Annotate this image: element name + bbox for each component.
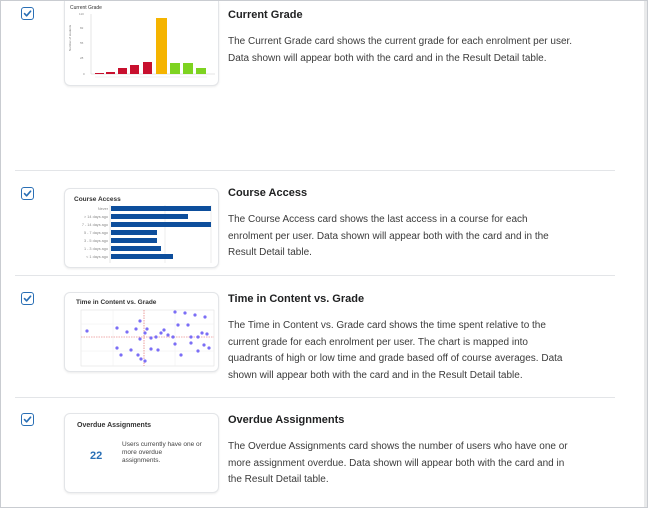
access-label: 3 - 5 days ago xyxy=(83,239,108,243)
grade-bar xyxy=(156,18,167,74)
time-in-content-thumbnail xyxy=(64,292,219,372)
access-bar xyxy=(111,222,211,227)
course-access-checkbox[interactable] xyxy=(21,187,34,200)
overdue-assignments-thumbnail xyxy=(64,413,219,493)
overdue-count: 22 xyxy=(90,450,103,462)
course-access-thumbnail xyxy=(64,188,219,268)
checkmark-icon xyxy=(23,415,32,424)
current-grade-yaxis-label: Number of students xyxy=(68,24,72,51)
grade-bar xyxy=(95,73,104,74)
grade-bar xyxy=(143,62,152,74)
current-grade-checkbox[interactable] xyxy=(21,7,34,20)
section-divider xyxy=(15,275,615,276)
access-label: > 14 days ago xyxy=(84,215,108,219)
current-grade-title: Current Grade xyxy=(228,9,303,21)
checkmark-icon xyxy=(23,294,32,303)
time-in-content-checkbox[interactable] xyxy=(21,292,34,305)
y-tick-label: 55 xyxy=(80,41,84,45)
overdue-assignments-description: The Overdue Assignments card shows the number of users who have one or more assignment overdue. Data shown will appear both with the card and in the Result Detail table. xyxy=(228,441,568,485)
section-divider xyxy=(15,170,615,171)
current-grade-chart xyxy=(65,1,218,85)
access-bar xyxy=(111,246,161,251)
grade-bar xyxy=(118,68,127,74)
access-label: 7 - 14 days ago xyxy=(81,223,108,227)
section-divider xyxy=(15,397,615,398)
grade-bar xyxy=(196,68,206,74)
checkmark-icon xyxy=(23,189,32,198)
time-in-content-thumb-title: Time in Content vs. Grade xyxy=(76,299,157,306)
overdue-caption: Users currently have one or more overdue assignments. xyxy=(122,441,202,464)
access-label: 1 - 3 days ago xyxy=(83,247,108,251)
access-bar xyxy=(111,230,157,235)
access-label: Never xyxy=(97,207,108,211)
overdue-assignments-checkbox[interactable] xyxy=(21,413,34,426)
time-in-content-title: Time in Content vs. Grade xyxy=(228,293,365,305)
grade-bar xyxy=(170,63,180,74)
y-tick-label: 28 xyxy=(80,56,84,60)
grade-bar xyxy=(130,65,139,74)
access-bar xyxy=(111,238,157,243)
overdue-thumb-title: Overdue Assignments xyxy=(77,422,152,429)
course-access-description: The Course Access card shows the last access in a course for each enrolment per user. Data shown will appear both with the card and in the Result Detail table. xyxy=(228,214,549,258)
time-in-content-description: The Time in Content vs. Grade card shows the time spent relative to the current grade for each enrolment per user. The chart is mapped into quadrants of high or low time and grade based off of course averages. Data shown will appear both with the card and in the Result Detail table. xyxy=(228,320,563,381)
checkmark-icon xyxy=(23,9,32,18)
course-access-title: Course Access xyxy=(228,187,308,199)
access-bar xyxy=(111,206,211,211)
grade-bar xyxy=(183,63,193,74)
scrollbar[interactable] xyxy=(644,1,647,507)
access-bar xyxy=(111,214,188,219)
overdue-assignments-title: Overdue Assignments xyxy=(228,414,345,426)
current-grade-thumb-title: Current Grade xyxy=(70,5,102,11)
access-label: < 1 days ago xyxy=(86,255,108,259)
access-bar xyxy=(111,254,173,259)
y-tick-label: 110 xyxy=(79,12,84,16)
y-tick-label: 0 xyxy=(83,72,85,76)
y-tick-label: 82 xyxy=(80,26,84,30)
grade-bar xyxy=(106,72,115,74)
current-grade-thumbnail xyxy=(64,1,219,86)
scatter-points xyxy=(85,310,210,362)
course-access-thumb-title: Course Access xyxy=(74,196,121,203)
access-label: 5 - 7 days ago xyxy=(83,231,108,235)
current-grade-description: The Current Grade card shows the current grade for each enrolment per user. Data shown will appear both with the card and in the Result Detail table. xyxy=(228,36,573,64)
